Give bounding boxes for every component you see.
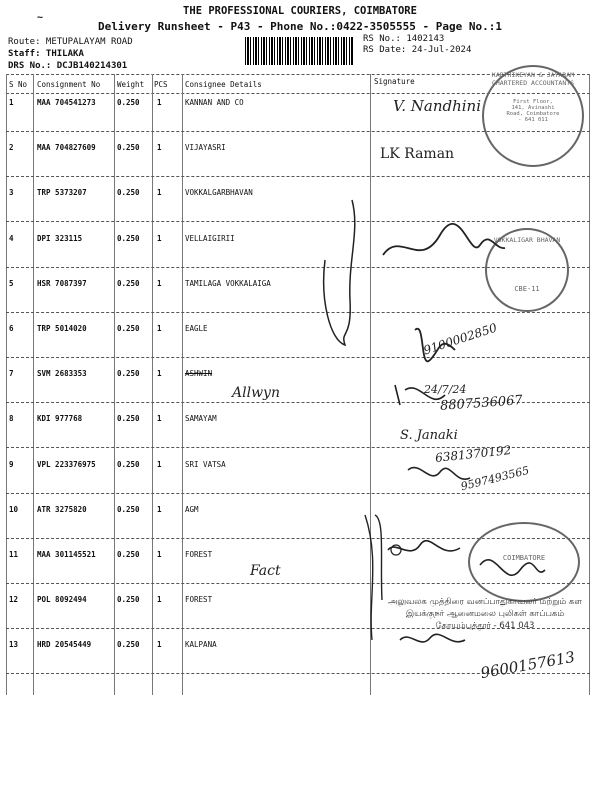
- row-pcs: 1: [157, 550, 162, 559]
- signature-row1: V. Nandhini: [393, 97, 481, 115]
- row-consignment-no: TRP 5373207: [37, 188, 87, 198]
- row-pcs: 1: [157, 233, 162, 243]
- row-consignee: FOREST: [185, 550, 213, 559]
- header-consignee: Consignee Details: [185, 80, 262, 89]
- row-sno: 11: [9, 550, 19, 559]
- row-pcs: 1: [157, 324, 162, 333]
- row-sno: 1: [9, 98, 14, 107]
- row-consignment-no: ATR 3275820: [37, 504, 87, 514]
- row-consignee: SAMAYAM: [185, 414, 217, 424]
- row-sno: 2: [9, 143, 14, 153]
- row-consignee: FOREST: [185, 595, 213, 605]
- phone-row8: 6381370192: [434, 443, 512, 465]
- name-row8: S. Janaki: [400, 428, 458, 443]
- row-consignment-no: HSR 7087397: [37, 278, 87, 288]
- ca-stamp-address: First Floor, 141, Avinashi Road, Coimbatore - 641 011: [506, 99, 560, 123]
- bhavan-stamp-title: VOKKALIGAR BHAVAN: [493, 236, 561, 244]
- row-pcs: 1: [157, 278, 162, 288]
- row-weight: 0.250: [117, 233, 140, 243]
- row-sno: 13: [9, 640, 19, 650]
- row-weight: 0.250: [117, 414, 140, 424]
- header-weight: Weight: [117, 80, 145, 89]
- row-pcs: 1: [157, 98, 162, 107]
- date-row7: 24/7/24: [424, 383, 467, 396]
- row-weight: 0.250: [117, 188, 140, 198]
- row-consignment-no: MAA 704541273: [37, 98, 96, 107]
- header-mark: ~: [37, 12, 44, 23]
- row-consignee: KANNAN AND CO: [185, 98, 244, 107]
- row-weight: 0.250: [117, 595, 140, 605]
- row-pcs: 1: [157, 640, 162, 650]
- route-label: Route: METUPALAYAM ROAD: [8, 37, 133, 47]
- row-consignee: VOKKALGARBHAVAN: [185, 188, 253, 198]
- header-sno: S No: [9, 80, 28, 89]
- row-consignment-no: POL 8092494: [37, 595, 87, 605]
- row-pcs: 1: [157, 459, 162, 469]
- name-row7: Allwyn: [232, 385, 280, 401]
- phone-row7: 8807536067: [439, 393, 524, 414]
- row-consignee: EAGLE: [185, 324, 208, 333]
- row-consignment-no: HRD 20545449: [37, 640, 92, 650]
- row-consignment-no: MAA 301145521: [37, 550, 96, 559]
- row-consignee: ASHWIN: [185, 369, 213, 379]
- phone-row6: 9100002850: [421, 320, 499, 358]
- row-pcs: 1: [157, 369, 162, 379]
- row-consignment-no: VPL 223376975: [37, 459, 96, 469]
- row-sno: 5: [9, 278, 14, 288]
- row-consignee: VIJAYASRI: [185, 143, 226, 153]
- header-consignment: Consignment No: [37, 80, 101, 89]
- row-sno: 8: [9, 414, 14, 424]
- row-consignment-no: SVM 2683353: [37, 369, 87, 379]
- row-weight: 0.250: [117, 369, 140, 379]
- row-sno: 6: [9, 324, 14, 333]
- company-title: THE PROFESSIONAL COURIERS, COIMBATORE: [183, 5, 417, 17]
- row-pcs: 1: [157, 595, 162, 605]
- phone-row13: 9600157613: [479, 647, 577, 683]
- row-consignee: TAMILAGA VOKKALAIGA: [185, 278, 271, 288]
- row-consignment-no: DPI 323115: [37, 233, 83, 243]
- row-weight: 0.250: [117, 278, 140, 288]
- row-weight: 0.250: [117, 98, 140, 107]
- row-pcs: 1: [157, 504, 162, 514]
- note-row11: Fact: [250, 563, 281, 579]
- phone-row9: 9597493565: [459, 463, 531, 494]
- row-consignee: SRI VATSA: [185, 459, 226, 469]
- row-consignment-no: TRP 5014020: [37, 324, 87, 333]
- row-pcs: 1: [157, 188, 162, 198]
- row-sno: 7: [9, 369, 14, 379]
- row-sno: 4: [9, 233, 14, 243]
- row-sno: 10: [9, 504, 19, 514]
- drs-number: DRS No.: DCJB140214301: [8, 61, 128, 71]
- signature-row2: LK Raman: [380, 146, 455, 162]
- row-weight: 0.250: [117, 324, 140, 333]
- row-weight: 0.250: [117, 640, 140, 650]
- row-pcs: 1: [157, 414, 162, 424]
- row-pcs: 1: [157, 143, 162, 153]
- tamil-office-stamp: அலுவலக முத்திரை வனப்பாதுகாவலர் மற்றும் கள இயக்குநர் ஆனைமலை புலிகள் காப்பகம் கோயம்புத்தூர் - 641 043: [387, 597, 583, 631]
- row-weight: 0.250: [117, 550, 140, 559]
- row-weight: 0.250: [117, 143, 140, 153]
- ca-stamp-title: KARTHIKEYAN & JAYARAM CHARTERED ACCOUNTANTS: [491, 71, 575, 87]
- row-sno: 3: [9, 188, 14, 198]
- header-signature: Signature: [374, 77, 415, 86]
- header-pcs: PCS: [154, 80, 168, 89]
- forest-seal-city: COIMBATORE: [502, 554, 546, 562]
- rs-number: RS No.: 1402143: [363, 34, 445, 44]
- bhavan-stamp-code: CBE-11: [514, 285, 540, 293]
- row-consignee: VELLAIGIRII: [185, 233, 235, 243]
- row-consignee: KALPANA: [185, 640, 217, 650]
- row-consignment-no: KDI 977768: [37, 414, 83, 424]
- runsheet-subtitle: Delivery Runsheet - P43 - Phone No.:0422-3505555 - Page No.:1: [98, 20, 502, 33]
- row-weight: 0.250: [117, 504, 140, 514]
- rs-date: RS Date: 24-Jul-2024: [363, 45, 472, 55]
- row-consignment-no: MAA 704827609: [37, 143, 96, 153]
- row-sno: 12: [9, 595, 19, 605]
- row-consignee: AGM: [185, 504, 199, 514]
- row-weight: 0.250: [117, 459, 140, 469]
- row-sno: 9: [9, 459, 14, 469]
- staff-label: Staff: THILAKA: [8, 49, 84, 59]
